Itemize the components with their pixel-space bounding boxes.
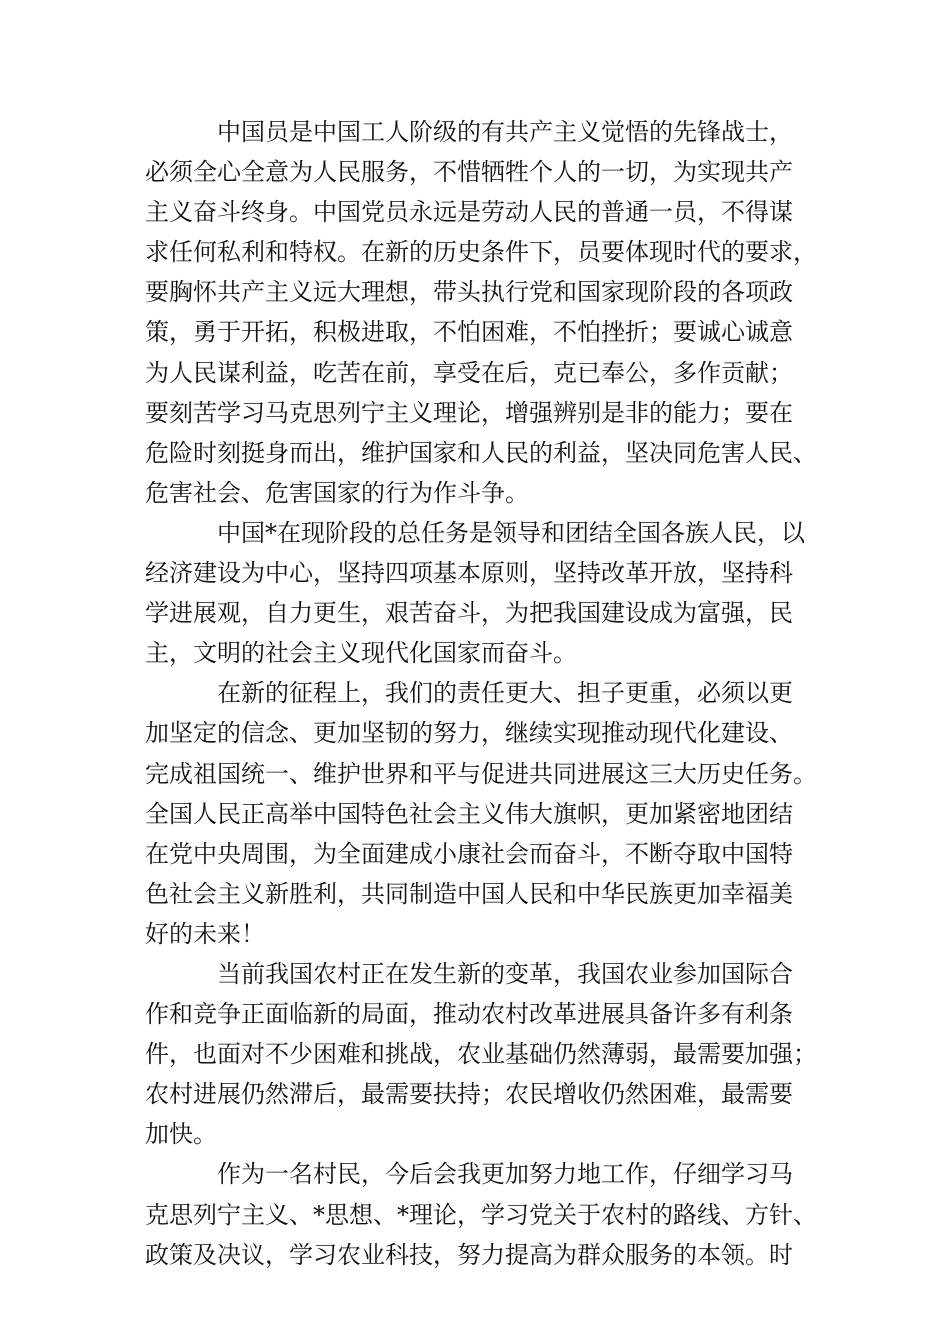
text-line: 学进展观，自力更生，艰苦奋斗，为把我国建设成为富强，民	[145, 599, 793, 628]
paragraph-5	[145, 1154, 825, 1274]
paragraph-2	[145, 513, 825, 673]
text-line: 策，勇于开拓，积极进取，不怕困难，不怕挫折；要诚心诚意	[145, 318, 793, 347]
document-body	[145, 112, 825, 1275]
text-line: 必须全心全意为人民服务，不惜牺牲个人的一切，为实现共产	[145, 158, 793, 187]
text-line: 要刻苦学习马克思列宁主义理论，增强辨别是非的能力；要在	[145, 398, 793, 427]
text-line: 中国*在现阶段的总任务是领导和团结全国各族人民，以	[217, 518, 805, 547]
text-line: 为人民谋利益，吃苦在前，享受在后，克已奉公，多作贡献；	[145, 358, 793, 387]
text-line: 好的未来！	[145, 919, 265, 948]
text-line: 要胸怀共产主义远大理想，带头执行党和国家现阶段的各项政	[145, 278, 793, 307]
text-line: 危险时刻挺身而出，维护国家和人民的利益，坚决同危害人民、	[145, 438, 817, 467]
text-line: 全国人民正高举中国特色社会主义伟大旗帜，更加紧密地团结	[145, 799, 793, 828]
text-line: 色社会主义新胜利，共同制造中国人民和中华民族更加幸福美	[145, 879, 793, 908]
text-line: 在新的征程上，我们的责任更大、担子更重，必须以更	[217, 679, 793, 708]
text-line: 作和竞争正面临新的局面，推动农村改革进展具备许多有利条	[145, 1000, 793, 1029]
text-line: 加坚定的信念、更加坚韧的努力，继续实现推动现代化建设、	[145, 719, 793, 748]
text-line: 在党中央周围，为全面建成小康社会而奋斗，不断夺取中国特	[145, 839, 793, 868]
paragraph-4	[145, 954, 825, 1154]
paragraph-1	[145, 112, 825, 513]
text-line: 当前我国农村正在发生新的变革，我国农业参加国际合	[217, 959, 793, 988]
text-line: 政策及决议，学习农业科技，努力提高为群众服务的本领。时	[145, 1240, 793, 1269]
text-line: 经济建设为中心，坚持四项基本原则，坚持改革开放，坚持科	[145, 559, 793, 588]
text-line: 主义奋斗终身。中国党员永远是劳动人民的普通一员，不得谋	[145, 198, 793, 227]
text-line: 中国员是中国工人阶级的有共产主义觉悟的先锋战士，	[217, 118, 793, 146]
text-line: 加快。	[145, 1120, 217, 1149]
text-line: 求任何私利和特权。在新的历史条件下，员要体现时代的要求，	[145, 238, 817, 267]
text-line: 危害社会、危害国家的行为作斗争。	[145, 478, 529, 507]
text-line: 作为一名村民，今后会我更加努力地工作，仔细学习马	[217, 1160, 793, 1189]
text-line: 完成祖国统一、维护世界和平与促进共同进展这三大历史任务。	[145, 759, 817, 788]
paragraph-3	[145, 673, 825, 954]
text-line: 农村进展仍然滞后，最需要扶持；农民增收仍然困难，最需要	[145, 1080, 793, 1109]
text-line: 克思列宁主义、*思想、*理论，学习党关于农村的路线、方针、	[145, 1200, 817, 1229]
text-line: 主，文明的社会主义现代化国家而奋斗。	[145, 639, 577, 668]
text-line: 件，也面对不少困难和挑战，农业基础仍然薄弱，最需要加强；	[145, 1040, 817, 1069]
